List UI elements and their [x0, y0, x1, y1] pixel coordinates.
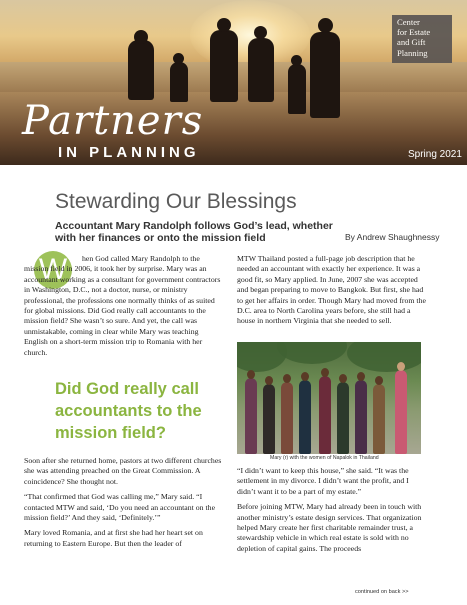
- masthead-title: Partners: [22, 98, 204, 144]
- paragraph: MTW Thailand posted a full-page job description that he needed an accountant with exactly her experience. It was a good fit, so Mary applied. In June, 2007 she was accepted and began preparing to move to Bangkok. But first, she had to get her affairs in order. Though Mary had moved from the D.C. area to North Carolina years before, she still had a house in northern Virginia that she needed to sell.: [237, 254, 426, 326]
- masthead-subtitle: IN PLANNING: [58, 144, 200, 161]
- column-2-bottom: [237, 466, 427, 559]
- dropcap: W: [34, 251, 72, 289]
- center-line: and Gift: [397, 37, 426, 48]
- column-1-body: [24, 456, 224, 554]
- center-line: Center: [397, 17, 420, 27]
- paragraph: Soon after she returned home, pastors at two different churches she was attending preached on the Great Commission. A coincidence? She thought not.: [24, 456, 222, 486]
- center-logo-box: [392, 15, 452, 63]
- paragraph: Mary loved Romania, and at first she had her heart set on returning to Eastern Europe. But then the leader of: [24, 528, 203, 548]
- pull-quote: Did God really call accountants to the mission field?: [55, 380, 202, 442]
- paragraph: hen God called Mary Randolph to the mission field in 2006, it took her by surprise. Mary was an accountant working as a consultant for government contractors in Washington, D.C., not a doctor, nurse, or ministry professional, the professions one normally thinks of as suited for global missions. Did God really call accountants to the mission field? She wasn’t so sure. And yet, the call was unmistakable, coming in clear while Mary was teaching English on a short-term mission trip to Romania with her church.: [24, 254, 221, 357]
- paragraph: Before joining MTW, Mary had already been in touch with another ministry’s estate design services. That organization helped Mary create her first charitable remainder trust, a stewardship vehicle in which real estate is sold with no depletion of capital gains. The proceeds: [237, 502, 422, 553]
- continued-note: continued on back >>: [355, 589, 409, 595]
- article-subtitle: Accountant Mary Randolph follows God’s lead, whether with her finances or onto the mission field: [55, 220, 333, 244]
- issue-season: Spring 2021: [408, 149, 462, 160]
- column-2-top: [237, 254, 427, 332]
- paragraph: “I didn’t want to keep this house,” she said. “It was the settlement in my divorce. I didn’t want the profit, and I didn’t want it to be a part of my estate.”: [237, 466, 409, 496]
- center-line: for Estate: [397, 27, 431, 38]
- byline: By Andrew Shaughnessy: [345, 232, 440, 242]
- paragraph: “That confirmed that God was calling me,” Mary said. “I contacted MTW and said, ‘Do you need an accountant on the mission field?’ And they said, ‘Definitely.’”: [24, 492, 216, 523]
- masthead-banner: [0, 0, 467, 165]
- article-title: Stewarding Our Blessings: [55, 190, 297, 213]
- center-line: Planning: [397, 47, 428, 58]
- photo-caption: Mary (r) with the women of Napalok in Thailand: [270, 455, 379, 461]
- mission-photo: [237, 342, 421, 454]
- column-1-intro: [24, 254, 224, 363]
